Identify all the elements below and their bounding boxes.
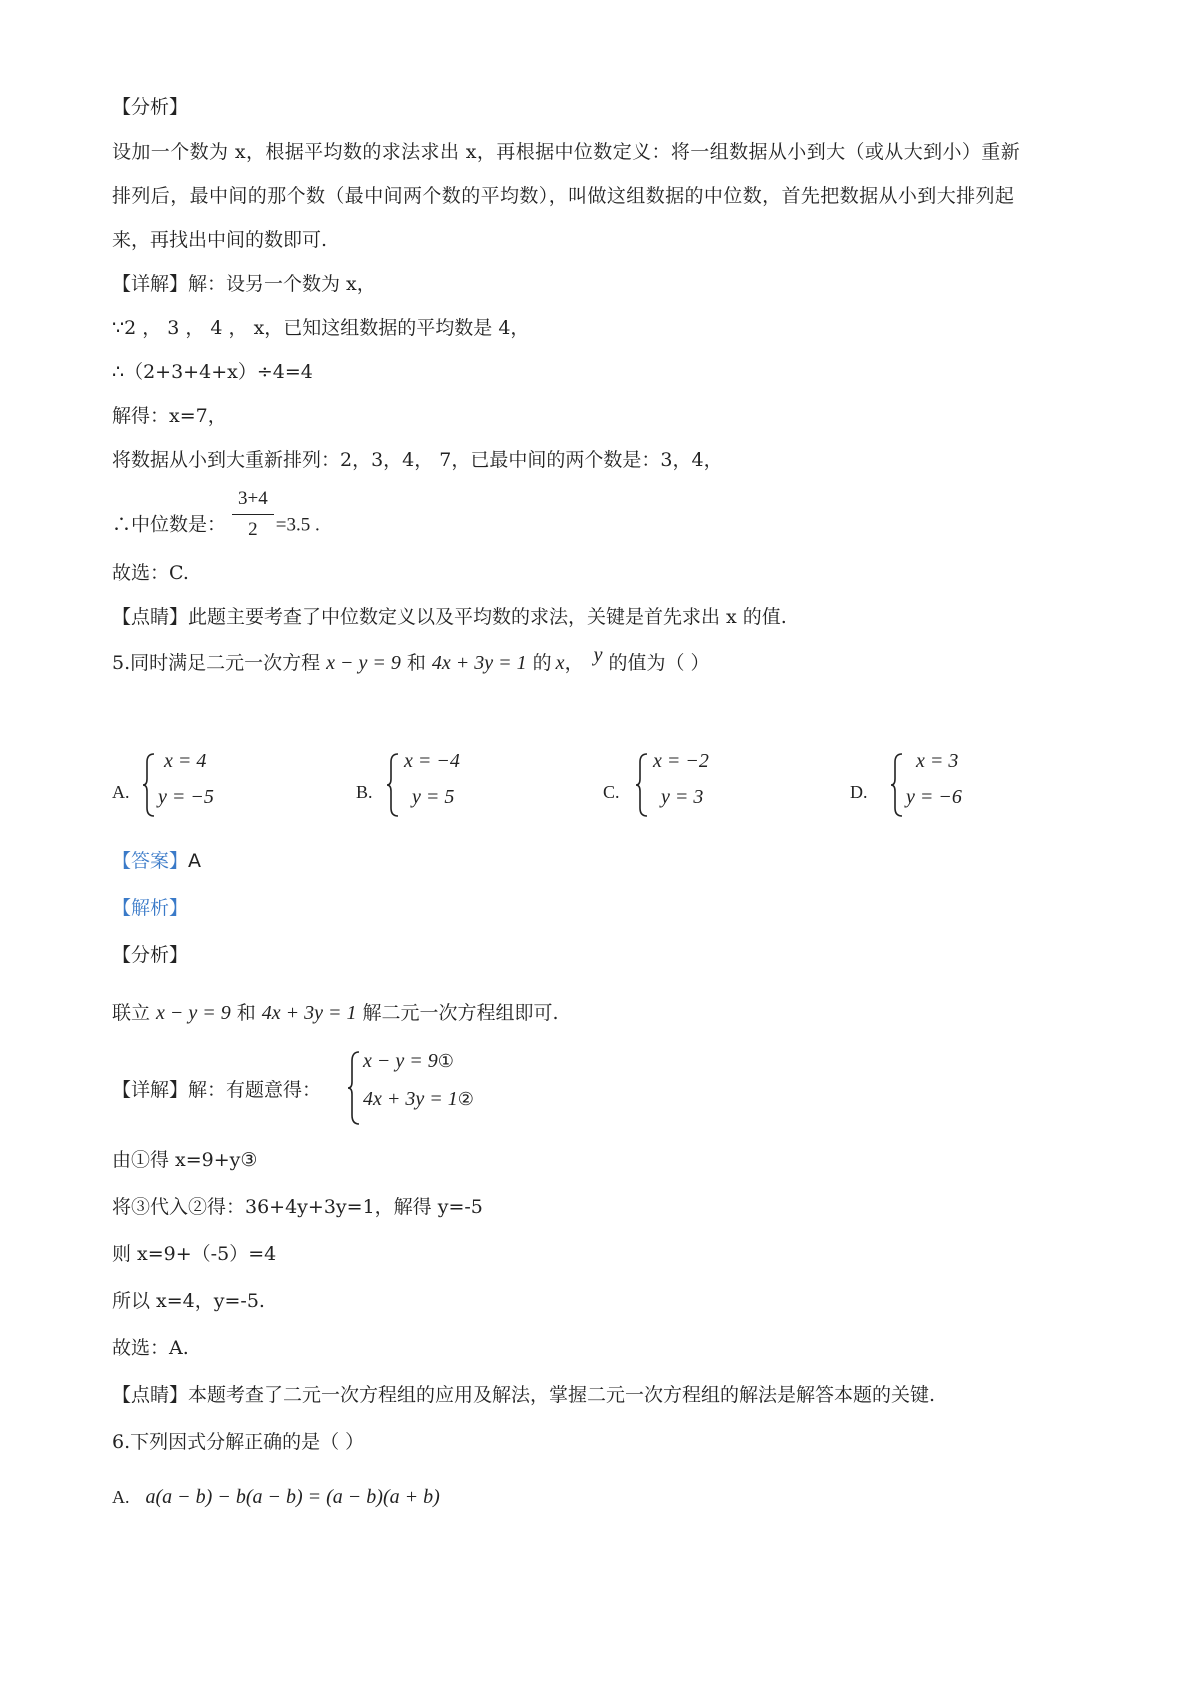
fraction-denominator: 2 [248, 519, 258, 540]
q5-equation-2: 4x + 3y = 1 [431, 652, 527, 674]
circled-one: ① [437, 1051, 454, 1072]
option-d-label: D. [850, 782, 868, 802]
detail-choice-line: 故选：C. [112, 562, 189, 584]
q5-var-y: y [593, 644, 603, 666]
median-result-line [112, 488, 320, 541]
option-d-row-1: x = 3 [916, 750, 959, 772]
detail-line-5: 将数据从小到大重新排列：2，3，4， 7，已最中间的两个数是：3，4， [112, 449, 723, 471]
brace-icon [890, 752, 904, 818]
question-6-title: 6.下列因式分解正确的是（ ） [112, 1431, 365, 1453]
system-row-2-eq: 4x + 3y = 1 [363, 1088, 458, 1110]
answer-value: A [188, 850, 202, 872]
option-a-row-2: y = −5 [158, 786, 214, 808]
system-row-1-eq: x − y = 9 [363, 1050, 438, 1072]
option-a-label: A. [112, 782, 130, 802]
option-d-row-2: y = −6 [906, 786, 962, 808]
q5-step-2: 将③代入②得：36+4y+3y=1，解得 y=-5 [112, 1196, 483, 1218]
system-row-1 [363, 1050, 454, 1073]
q6-option-a-expression: a(a − b) − b(a − b) = (a − b)(a + b) [145, 1486, 440, 1508]
detail-line-2: ∵2 ， 3 ， 4 ， x，已知这组数据的平均数是 4， [112, 317, 530, 339]
brace-icon [347, 1050, 361, 1126]
q5-analysis-mid: 和 [236, 1002, 256, 1024]
option-c-row-1: x = −2 [653, 750, 709, 772]
analysis-paragraph-line-3: 来，再找出中间的数即可. [112, 229, 328, 251]
q5-step-5: 故选：A. [112, 1337, 189, 1359]
detail-point-line: 【点睛】此题主要考查了中位数定义以及平均数的求法，关键是首先求出 x 的值. [112, 606, 787, 628]
q5-detail-prefix: 【详解】解：有题意得： [112, 1079, 322, 1101]
system-row-2 [363, 1088, 474, 1111]
q5-analysis-eq2: 4x + 3y = 1 [261, 1002, 357, 1024]
median-suffix: =3.5 . [275, 514, 320, 536]
brace-icon [635, 752, 649, 818]
detail-line-3: ∴（2+3+4+x）÷4=4 [112, 361, 313, 383]
median-prefix: ∴中位数是： [112, 513, 227, 536]
q5-step-4: 所以 x=4，y=-5. [112, 1290, 265, 1312]
q5-analysis-header: 【分析】 [112, 944, 189, 966]
q5-analysis-eq1: x − y = 9 [156, 1002, 231, 1024]
answer-tag: 【答案】 [112, 850, 189, 872]
detail-line-1: 【详解】解：设另一个数为 x， [112, 273, 376, 295]
q5-analysis-line [112, 1000, 559, 1026]
median-fraction [232, 488, 274, 541]
q5-sep: ， [564, 652, 584, 674]
option-c-row-2: y = 3 [661, 786, 704, 808]
q6-option-a-label: A. [112, 1487, 130, 1507]
option-c-label: C. [603, 782, 620, 802]
q5-analysis-suffix: 解二元一次方程组即可. [362, 1002, 559, 1024]
q6-option-a[interactable] [112, 1484, 440, 1510]
q5-prefix: 5.同时满足二元一次方程 [112, 652, 321, 674]
detail-line-4: 解得：x=7， [112, 405, 227, 427]
analysis-header: 【分析】 [112, 96, 189, 118]
option-b-label: B. [356, 782, 373, 802]
fraction-numerator: 3+4 [232, 488, 274, 515]
brace-icon [386, 752, 400, 818]
question-5-title [112, 644, 710, 676]
q5-var-x: x [555, 652, 565, 674]
q5-step-1: 由①得 x=9+y③ [112, 1149, 258, 1171]
q5-analysis-prefix: 联立 [112, 1002, 151, 1024]
q5-mid2: 的 [532, 652, 552, 674]
q5-point: 【点睛】本题考查了二元一次方程组的应用及解法，掌握二元一次方程组的解法是解答本题的关键. [112, 1384, 936, 1406]
circled-two: ② [457, 1089, 474, 1110]
q5-step-3: 则 x=9+（-5）=4 [112, 1243, 277, 1265]
analysis-paragraph-line-2: 排列后，最中间的那个数（最中间两个数的平均数），叫做这组数据的中位数，首先把数据从小到大排列起 [112, 185, 1015, 207]
brace-icon [142, 752, 156, 818]
answer-line [112, 848, 201, 874]
q5-mid: 和 [406, 652, 426, 674]
analysis-paragraph-line-1: 设加一个数为 x，根据平均数的求法求出 x，再根据中位数定义：将一组数据从小到大（或从大到小）重新 [112, 141, 1021, 163]
parse-tag: 【解析】 [112, 897, 189, 919]
option-b-row-2: y = 5 [412, 786, 455, 808]
option-b-row-1: x = −4 [404, 750, 460, 772]
q5-suffix: 的值为（ ） [608, 652, 710, 674]
q5-equation-1: x − y = 9 [326, 652, 401, 674]
option-a-row-1: x = 4 [164, 750, 207, 772]
